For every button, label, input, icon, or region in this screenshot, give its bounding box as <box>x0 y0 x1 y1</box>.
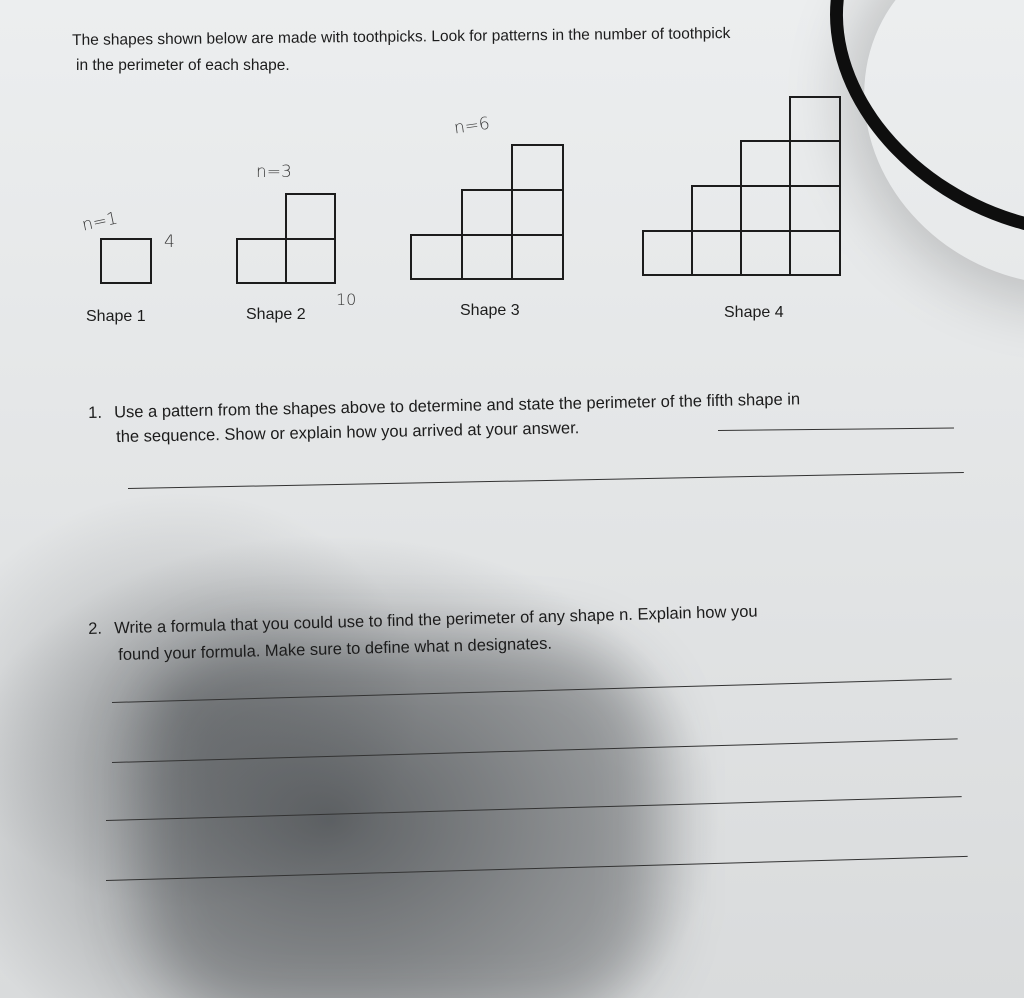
shape-4-label: Shape 4 <box>724 304 784 321</box>
question-1-line-1 <box>88 390 800 423</box>
shape-1-figure <box>100 238 152 284</box>
question-1-answer-blank[interactable] <box>718 428 954 432</box>
shape-2-label: Shape 2 <box>246 306 306 323</box>
intro-line-2: in the perimeter of each shape. <box>76 57 290 74</box>
shape-3-figure <box>410 144 564 280</box>
question-2-number: 2. <box>88 619 103 638</box>
question-2-line-2: found your formula. Make sure to define what n designates. <box>118 634 553 664</box>
question-2-line-1 <box>88 602 758 639</box>
question-2-text-1: Write a formula that you could use to find the perimeter of any shape n. Explain how you <box>113 602 758 638</box>
handwritten-n3: n=3 <box>256 162 292 182</box>
shape-1-label: Shape 1 <box>86 308 146 325</box>
handwritten-perimeter-4: 4 <box>164 232 175 252</box>
question-1-number: 1. <box>88 403 103 422</box>
shape-3-label: Shape 3 <box>460 302 520 319</box>
handwritten-n6: n=6 <box>452 113 492 139</box>
question-1-text-1: Use a pattern from the shapes above to determine and state the perimeter of the fifth shape in <box>113 390 801 422</box>
intro-line-1: The shapes shown below are made with toothpicks. Look for patterns in the number of toothpick <box>72 25 731 49</box>
question-1-answer-line[interactable] <box>128 472 964 489</box>
shape-4-figure <box>642 96 842 276</box>
handwritten-perimeter-10: 10 <box>336 290 357 309</box>
handwritten-n1: n=1 <box>80 208 120 236</box>
shape-2-figure <box>236 192 336 284</box>
question-1-line-2: the sequence. Show or explain how you arrived at your answer. <box>116 419 580 446</box>
